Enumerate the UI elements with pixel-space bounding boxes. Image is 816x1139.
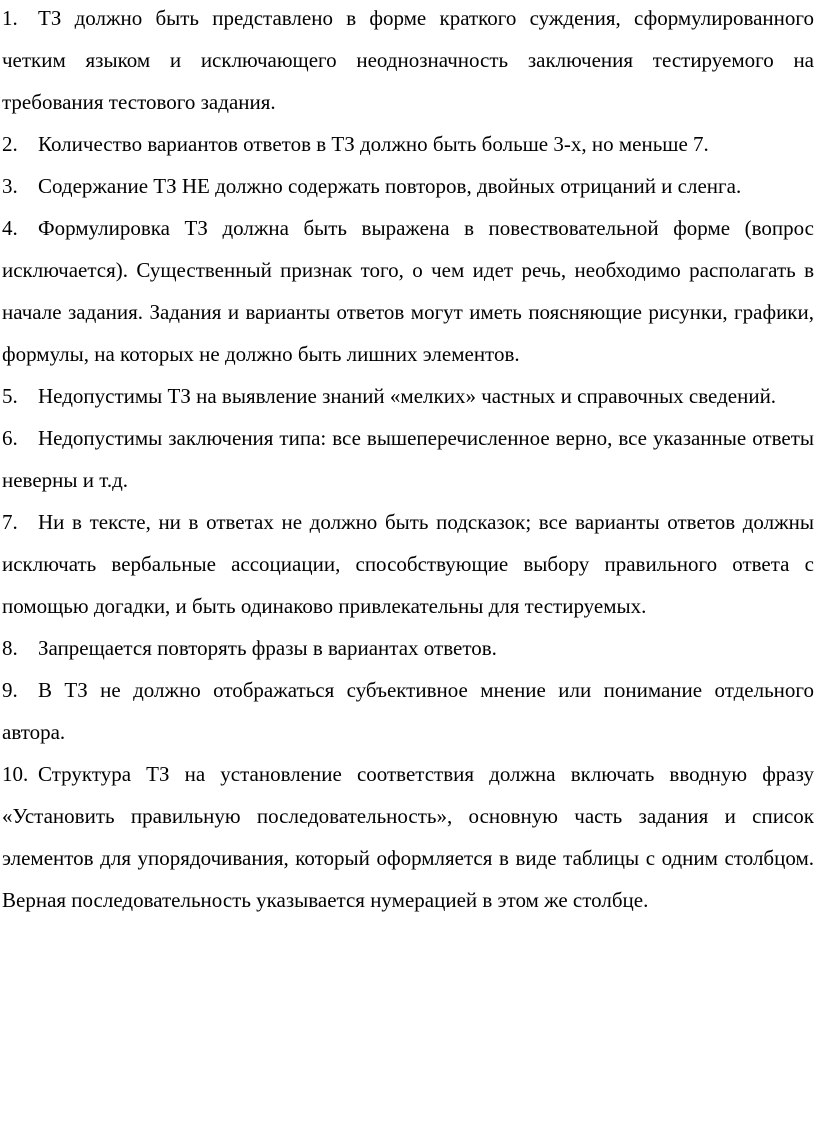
list-item-1: [2, 0, 814, 123]
list-item-4: [2, 207, 814, 375]
item-text: Формулировка ТЗ должна быть выражена в повествовательной форме (вопрос исключается). Существенный признак того, о чем идет речь, необходимо располагать в начале задания. Задания и варианты ответов могут иметь поясняющие рисунки, графики, формулы, на которых не должно быть лишних элементов.: [2, 216, 814, 366]
list-item-5: [2, 375, 814, 417]
item-text: Недопустимы заключения типа: все вышеперечисленное верно, все указанные ответы неверны и т.д.: [2, 426, 814, 492]
item-text: Запрещается повторять фразы в вариантах ответов.: [38, 636, 497, 660]
item-text: Ни в тексте, ни в ответах не должно быть подсказок; все варианты ответов должны исключать вербальные ассоциации, способствующие выбору правильного ответа с помощью догадки, и быть одинаково привлекательны для тестируемых.: [2, 510, 814, 618]
item-number: 8.: [2, 636, 18, 660]
item-text: ТЗ должно быть представлено в форме краткого суждения, сформулированного четким языком и исключающего неоднозначность заключения тестируемого на требования тестового задания.: [2, 6, 814, 114]
list-item-7: [2, 501, 814, 627]
list-item-6: [2, 417, 814, 501]
item-number: 3.: [2, 174, 18, 198]
list-item-10: [2, 753, 814, 921]
list-item-3: [2, 165, 814, 207]
item-number: 2.: [2, 132, 18, 156]
list-item-8: [2, 627, 814, 669]
item-text: Содержание ТЗ НЕ должно содержать повторов, двойных отрицаний и сленга.: [38, 174, 742, 198]
item-text: Структура ТЗ на установление соответствия должна включать вводную фразу «Установить правильную последовательность», основную часть задания и список элементов для упорядочивания, который оформляется в виде таблицы с одним столбцом. Верная последовательность указывается нумерацией в этом же столбце.: [2, 762, 814, 912]
item-number: 10.: [2, 762, 29, 786]
item-text: Количество вариантов ответов в ТЗ должно быть больше 3-х, но меньше 7.: [38, 132, 709, 156]
item-number: 5.: [2, 384, 18, 408]
item-number: 4.: [2, 216, 18, 240]
item-number: 6.: [2, 426, 18, 450]
list-item-2: [2, 123, 814, 165]
item-number: 9.: [2, 678, 18, 702]
item-number: 1.: [2, 6, 18, 30]
item-text: Недопустимы ТЗ на выявление знаний «мелких» частных и справочных сведений.: [38, 384, 777, 408]
item-text: В ТЗ не должно отображаться субъективное мнение или понимание отдельного автора.: [2, 678, 814, 744]
item-number: 7.: [2, 510, 18, 534]
list-item-9: [2, 669, 814, 753]
